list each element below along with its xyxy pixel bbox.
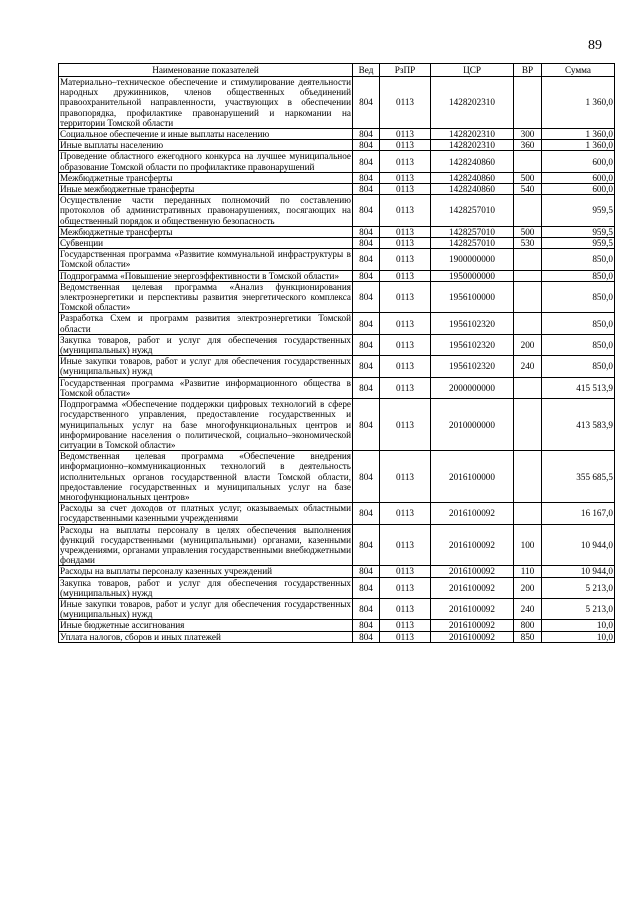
cell-sum: 850,0 <box>542 356 615 377</box>
cell-rzpr: 0113 <box>380 620 431 631</box>
header-rzpr: РзПР <box>380 64 431 77</box>
cell-name: Иные закупки товаров, работ и услуг для обеспечения государственных (муниципальных) нужд <box>60 356 351 377</box>
cell-csr: 2016100000 <box>431 451 514 503</box>
header-sum: Сумма <box>542 64 615 77</box>
cell-rzpr: 0113 <box>380 129 431 140</box>
cell-csr: 2016100092 <box>431 620 514 631</box>
cell-sum: 600,0 <box>542 184 615 195</box>
header-name: Наименование показателей <box>59 64 353 77</box>
cell-vr: 240 <box>514 598 542 619</box>
cell-sum: 850,0 <box>542 334 615 355</box>
cell-rzpr: 0113 <box>380 249 431 270</box>
cell-name: Материально–техническое обеспечение и стимулирование деятельности народных дружинников, членов общественных объединений правоохранительной направленности, участвующих в обеспечении правопорядка, профилактике правонарушений и наркомании на территории Томской области <box>60 77 351 128</box>
cell-sum: 850,0 <box>542 281 615 313</box>
cell-vr <box>514 195 542 227</box>
cell-vr <box>514 270 542 281</box>
table-row <box>59 195 615 227</box>
cell-sum: 5 213,0 <box>542 598 615 619</box>
cell-vr: 200 <box>514 334 542 355</box>
cell-rzpr: 0113 <box>380 313 431 334</box>
cell-vr: 110 <box>514 566 542 577</box>
cell-sum: 355 685,5 <box>542 451 615 503</box>
cell-rzpr: 0113 <box>380 140 431 151</box>
table-row <box>59 140 615 151</box>
cell-rzpr: 0113 <box>380 356 431 377</box>
table-row <box>59 172 615 183</box>
cell-sum: 959,5 <box>542 238 615 249</box>
cell-ved: 804 <box>353 620 380 631</box>
cell-sum: 600,0 <box>542 172 615 183</box>
cell-vr <box>514 399 542 451</box>
cell-name: Государственная программа «Развитие коммунальной инфраструктуры в Томской области» <box>60 249 351 270</box>
cell-vr <box>514 77 542 129</box>
cell-name: Социальное обеспечение и иные выплаты населению <box>59 129 353 140</box>
cell-rzpr: 0113 <box>380 226 431 237</box>
page-number: 89 <box>588 38 602 53</box>
cell-name: Расходы на выплаты персоналу казенных учреждений <box>59 566 353 577</box>
cell-csr: 1428257010 <box>431 238 514 249</box>
cell-rzpr: 0113 <box>380 195 431 227</box>
cell-name: Иные выплаты населению <box>59 140 353 151</box>
cell-sum: 5 213,0 <box>542 577 615 598</box>
cell-name: Подпрограмма «Обеспечение поддержки цифровых технологий в сфере государственного управления, предоставление государственных и муниципальных услуг на базе многофункциональных центров и информирование населения о политической, социально–экономической ситуации в Томской области» <box>60 399 351 450</box>
cell-rzpr: 0113 <box>380 451 431 503</box>
table-row <box>59 313 615 334</box>
table-row <box>59 566 615 577</box>
table-row <box>59 270 615 281</box>
cell-rzpr: 0113 <box>380 631 431 642</box>
cell-name: Государственная программа «Развитие информационного общества в Томской области» <box>60 377 351 398</box>
table-row <box>59 451 615 503</box>
table-row <box>59 577 615 598</box>
cell-rzpr: 0113 <box>380 577 431 598</box>
cell-vr <box>514 249 542 270</box>
cell-name: Расходы на выплаты персоналу в целях обеспечения выполнения функций государственными (муниципальными) органами, казенными учреждениями, органами управления государственными внебюджетными фондами <box>60 524 351 566</box>
budget-table <box>58 63 615 643</box>
cell-sum: 10,0 <box>542 620 615 631</box>
cell-rzpr: 0113 <box>380 334 431 355</box>
cell-csr: 2016100092 <box>431 566 514 577</box>
cell-rzpr: 0113 <box>380 524 431 566</box>
header-csr: ЦСР <box>431 64 514 77</box>
cell-csr: 1956102320 <box>431 334 514 355</box>
cell-name: Уплата налогов, сборов и иных платежей <box>59 631 353 642</box>
cell-name: Проведение областного ежегодного конкурса на лучшее муниципальное образование Томской области по профилактике правонарушений <box>60 151 351 172</box>
cell-ved: 804 <box>353 334 380 355</box>
cell-name: Иные межбюджетные трансферты <box>59 184 353 195</box>
cell-vr: 300 <box>514 129 542 140</box>
cell-csr: 1428240860 <box>431 172 514 183</box>
table-row <box>59 524 615 566</box>
cell-csr: 1428202310 <box>431 129 514 140</box>
cell-csr: 1956102320 <box>431 356 514 377</box>
cell-name: Расходы за счет доходов от платных услуг, оказываемых областными государственными казенными учреждениями <box>60 503 351 524</box>
cell-ved: 804 <box>353 195 380 227</box>
cell-ved: 804 <box>353 270 380 281</box>
cell-csr: 2016100092 <box>431 524 514 566</box>
cell-vr: 360 <box>514 140 542 151</box>
cell-ved: 804 <box>353 356 380 377</box>
cell-ved: 804 <box>353 77 380 129</box>
cell-sum: 415 513,9 <box>542 377 615 398</box>
cell-ved: 804 <box>353 577 380 598</box>
cell-sum: 850,0 <box>542 249 615 270</box>
cell-ved: 804 <box>353 377 380 398</box>
cell-rzpr: 0113 <box>380 281 431 313</box>
cell-ved: 804 <box>353 399 380 451</box>
cell-rzpr: 0113 <box>380 151 431 172</box>
cell-sum: 959,5 <box>542 195 615 227</box>
cell-sum: 413 583,9 <box>542 399 615 451</box>
table-row <box>59 620 615 631</box>
cell-csr: 1900000000 <box>431 249 514 270</box>
cell-sum: 16 167,0 <box>542 503 615 524</box>
cell-csr: 2016100092 <box>431 503 514 524</box>
cell-rzpr: 0113 <box>380 184 431 195</box>
cell-sum: 1 360,0 <box>542 140 615 151</box>
cell-ved: 804 <box>353 281 380 313</box>
cell-ved: 804 <box>353 238 380 249</box>
cell-sum: 1 360,0 <box>542 129 615 140</box>
cell-vr: 530 <box>514 238 542 249</box>
cell-csr: 1950000000 <box>431 270 514 281</box>
table-row <box>59 184 615 195</box>
cell-vr: 240 <box>514 356 542 377</box>
table-row <box>59 129 615 140</box>
cell-vr: 500 <box>514 172 542 183</box>
cell-vr: 200 <box>514 577 542 598</box>
table-row <box>59 249 615 270</box>
cell-ved: 804 <box>353 524 380 566</box>
cell-vr <box>514 281 542 313</box>
cell-rzpr: 0113 <box>380 399 431 451</box>
cell-name: Разработка Схем и программ развития электроэнергетики Томской области <box>60 313 351 334</box>
cell-rzpr: 0113 <box>380 377 431 398</box>
cell-vr: 850 <box>514 631 542 642</box>
cell-csr: 1428240860 <box>431 184 514 195</box>
header-vr: ВР <box>514 64 542 77</box>
cell-csr: 1956100000 <box>431 281 514 313</box>
cell-rzpr: 0113 <box>380 77 431 129</box>
cell-vr: 800 <box>514 620 542 631</box>
table-row <box>59 238 615 249</box>
cell-rzpr: 0113 <box>380 238 431 249</box>
cell-name: Субвенции <box>59 238 353 249</box>
cell-name: Межбюджетные трансферты <box>59 226 353 237</box>
cell-name: Иные бюджетные ассигнования <box>59 620 353 631</box>
table-row <box>59 281 615 313</box>
cell-ved: 804 <box>353 631 380 642</box>
cell-vr <box>514 451 542 503</box>
cell-sum: 10,0 <box>542 631 615 642</box>
cell-rzpr: 0113 <box>380 270 431 281</box>
cell-sum: 850,0 <box>542 270 615 281</box>
table-row <box>59 334 615 355</box>
table-row <box>59 151 615 172</box>
cell-csr: 1428240860 <box>431 151 514 172</box>
cell-ved: 804 <box>353 226 380 237</box>
cell-vr <box>514 377 542 398</box>
cell-sum: 10 944,0 <box>542 524 615 566</box>
table-row <box>59 226 615 237</box>
cell-rzpr: 0113 <box>380 503 431 524</box>
cell-name: Ведомственная целевая программа «Анализ функционирования электроэнергетики и перспективы развития энергетического комплекса Томской области» <box>60 281 351 313</box>
cell-csr: 1428202310 <box>431 77 514 129</box>
cell-ved: 804 <box>353 129 380 140</box>
cell-vr <box>514 313 542 334</box>
cell-vr <box>514 151 542 172</box>
cell-csr: 1956102320 <box>431 313 514 334</box>
cell-csr: 1428257010 <box>431 226 514 237</box>
cell-ved: 804 <box>353 451 380 503</box>
cell-ved: 804 <box>353 249 380 270</box>
cell-vr <box>514 503 542 524</box>
cell-ved: 804 <box>353 140 380 151</box>
header-ved: Вед <box>353 64 380 77</box>
cell-ved: 804 <box>353 503 380 524</box>
cell-ved: 804 <box>353 184 380 195</box>
cell-name: Закупка товаров, работ и услуг для обеспечения государственных (муниципальных) нужд <box>60 577 351 598</box>
cell-vr: 500 <box>514 226 542 237</box>
cell-csr: 2016100092 <box>431 577 514 598</box>
cell-rzpr: 0113 <box>380 172 431 183</box>
cell-csr: 2016100092 <box>431 631 514 642</box>
cell-rzpr: 0113 <box>380 566 431 577</box>
table-row <box>59 503 615 524</box>
cell-sum: 850,0 <box>542 313 615 334</box>
table-body <box>59 77 615 643</box>
table-row <box>59 631 615 642</box>
cell-name: Осуществление части переданных полномочий по составлению протоколов об административных правонарушениях, посягающих на общественный порядок и общественную безопасность <box>60 195 351 226</box>
cell-csr: 2016100092 <box>431 598 514 619</box>
cell-name: Иные закупки товаров, работ и услуг для обеспечения государственных (муниципальных) нужд <box>60 598 351 620</box>
cell-vr: 540 <box>514 184 542 195</box>
cell-sum: 959,5 <box>542 226 615 237</box>
cell-name: Подпрограмма «Повышение энергоэффективности в Томской области» <box>59 270 353 281</box>
cell-ved: 804 <box>353 566 380 577</box>
cell-csr: 2000000000 <box>431 377 514 398</box>
cell-name: Межбюджетные трансферты <box>59 172 353 183</box>
cell-name: Ведомственная целевая программа «Обеспечение внедрения информационно–коммуникационных технологий в деятельность исполнительных органов государственной власти Томской области, предоставление государственных и муниципальных услуг на базе многофункциональных центров» <box>60 451 351 502</box>
cell-sum: 1 360,0 <box>542 77 615 129</box>
cell-name: Закупка товаров, работ и услуг для обеспечения государственных (муниципальных) нужд <box>60 334 351 356</box>
cell-ved: 804 <box>353 151 380 172</box>
table-header-row <box>59 64 615 77</box>
cell-csr: 1428202310 <box>431 140 514 151</box>
cell-csr: 2010000000 <box>431 399 514 451</box>
cell-vr: 100 <box>514 524 542 566</box>
table-row <box>59 377 615 398</box>
cell-ved: 804 <box>353 172 380 183</box>
table-row <box>59 77 615 129</box>
cell-rzpr: 0113 <box>380 598 431 619</box>
table-row <box>59 598 615 619</box>
cell-ved: 804 <box>353 598 380 619</box>
cell-sum: 600,0 <box>542 151 615 172</box>
cell-csr: 1428257010 <box>431 195 514 227</box>
cell-ved: 804 <box>353 313 380 334</box>
cell-sum: 10 944,0 <box>542 566 615 577</box>
table-row <box>59 399 615 451</box>
table-row <box>59 356 615 377</box>
